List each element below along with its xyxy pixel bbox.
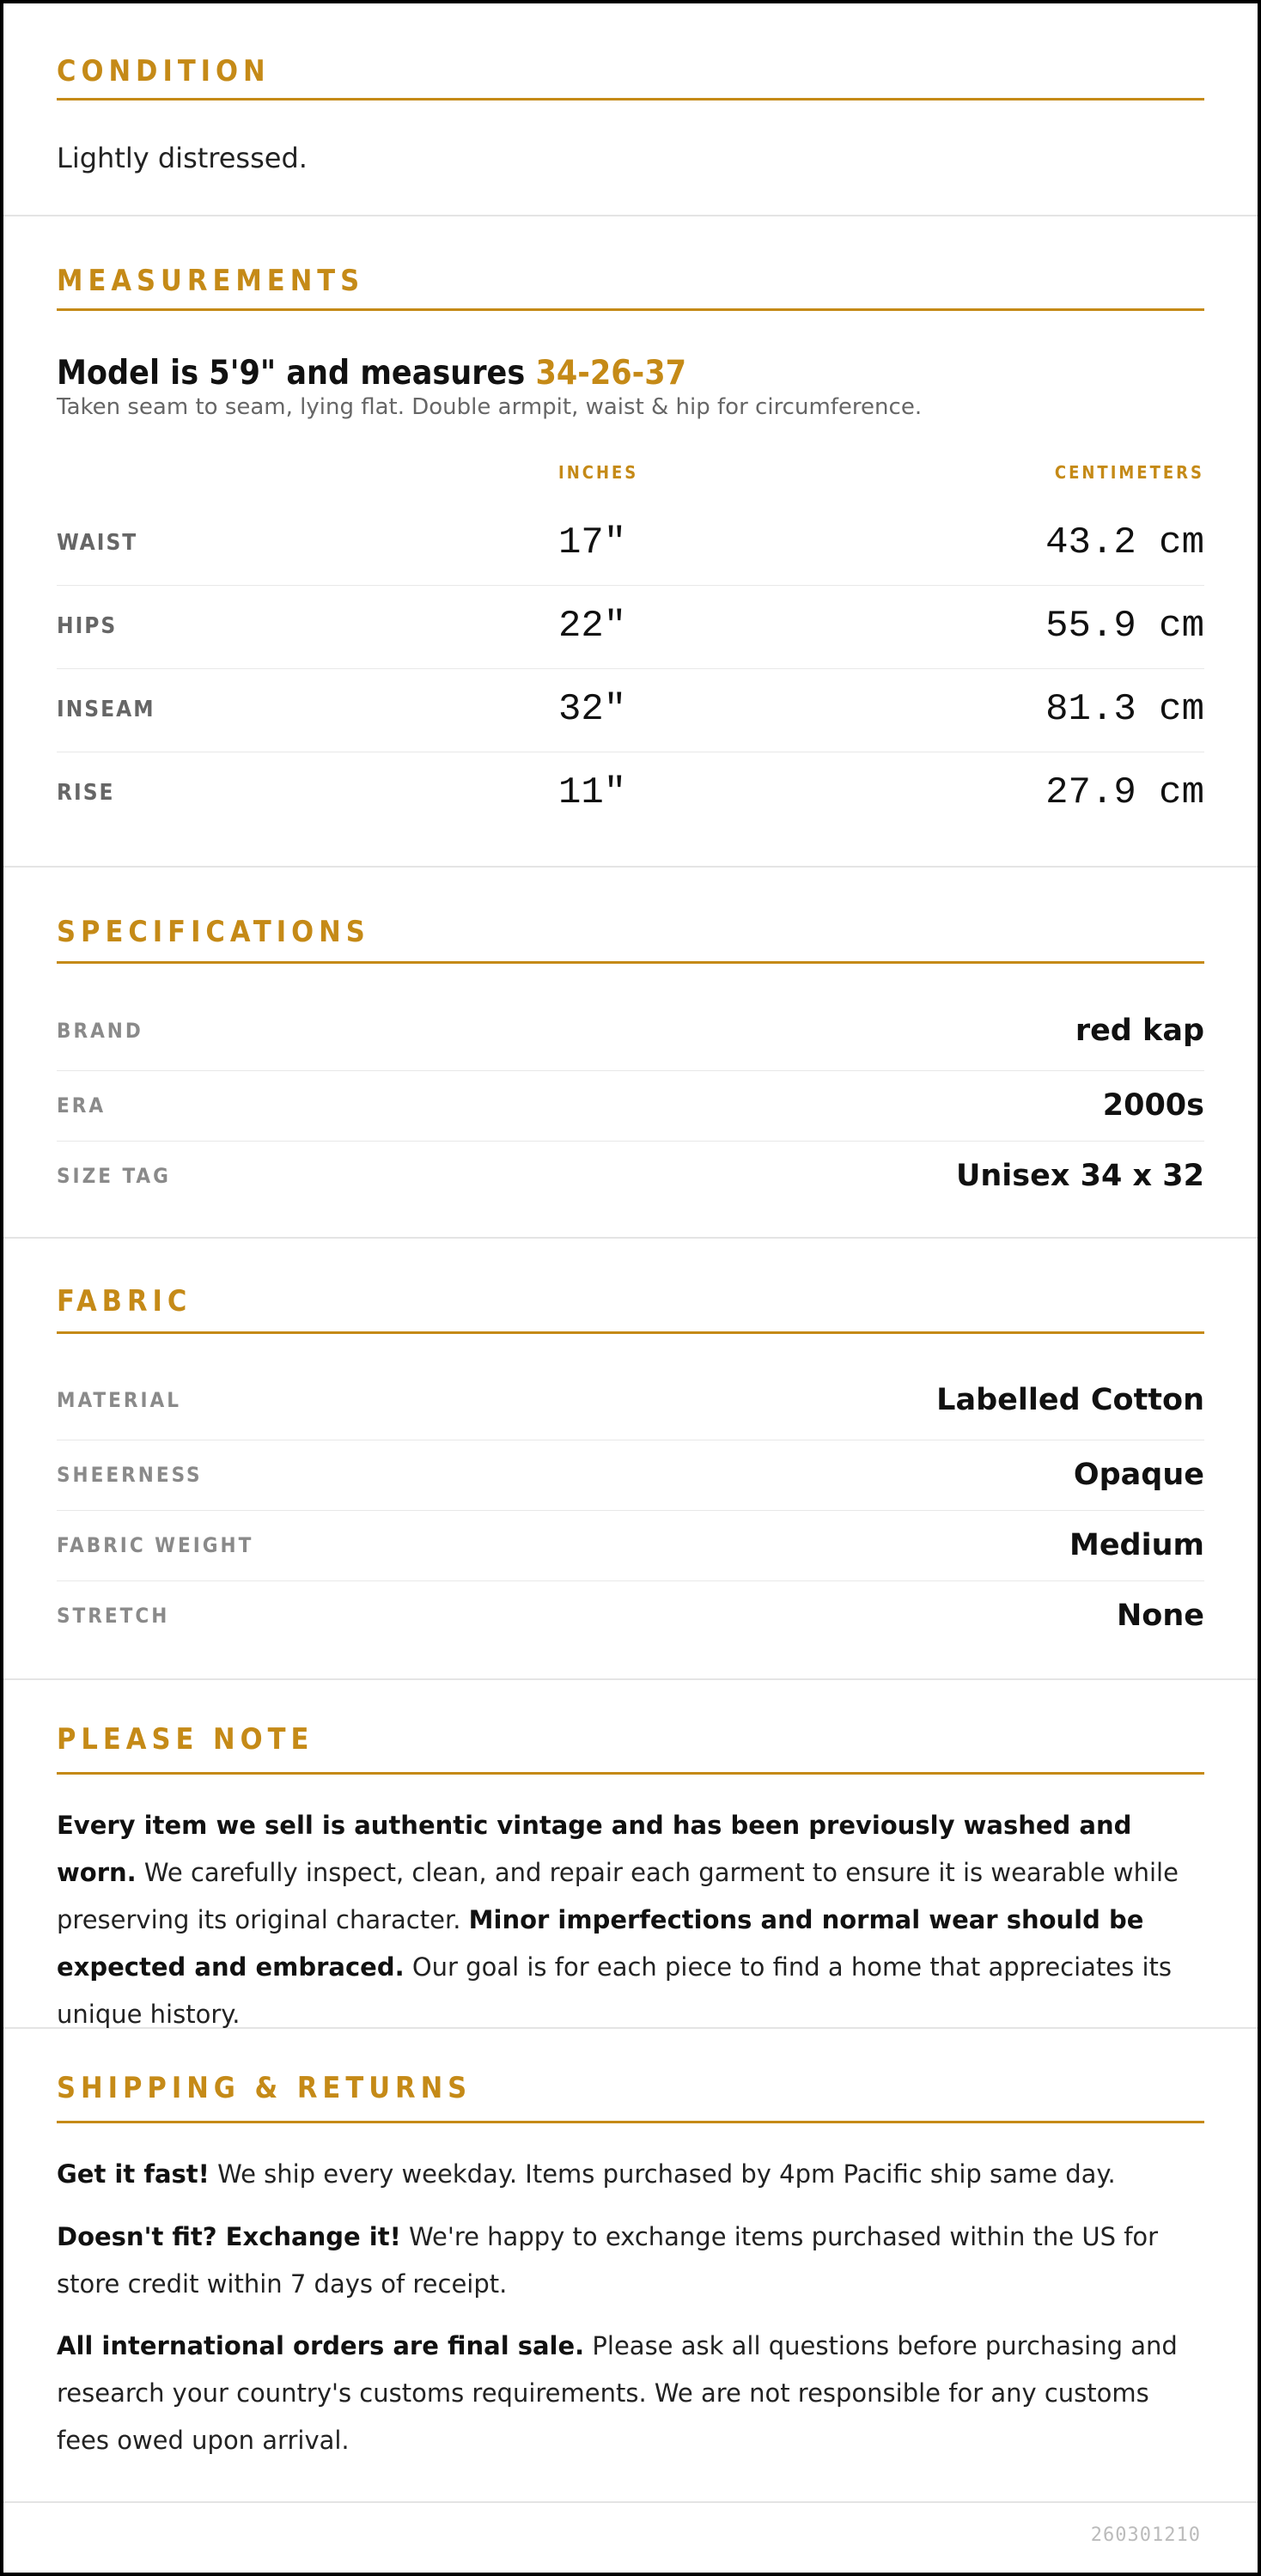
note-text: We carefully inspect, clean, and repair each garment to ensure it is wearable while preserving its original character. [57, 1858, 1179, 1934]
shipping-text: We ship every weekday. Items purchased by 4pm Pacific ship same day. [209, 2159, 1116, 2189]
spec-label: ERA [57, 1093, 107, 1117]
shipping-emphasis: Get it fast! [57, 2159, 210, 2189]
specifications-section [3, 868, 1258, 1239]
note-text: Our goal is for each piece to find a home that appreciates its unique history. [57, 1952, 1173, 2029]
shipping-international-paragraph [57, 2323, 1204, 2464]
shipping-emphasis: All international orders are final sale. [57, 2331, 585, 2360]
fabric-value: Opaque [1073, 1458, 1204, 1492]
fabric-value: Medium [1069, 1528, 1204, 1562]
section-divider [57, 98, 1204, 100]
section-title: MEASUREMENTS [57, 264, 365, 298]
section-divider [57, 961, 1204, 964]
fabric-value: Labelled Cotton [936, 1383, 1204, 1417]
fabric-row-stretch [57, 1580, 1204, 1651]
measurement-inches: 32" [558, 688, 627, 731]
measurement-instructions: Taken seam to seam, lying flat. Double armpit, waist & hip for circumference. [57, 394, 923, 420]
fabric-value: None [1117, 1599, 1204, 1633]
measurements-section [3, 216, 1258, 868]
note-emphasis: Minor imperfections and normal wear should be expected and embraced. [57, 1905, 1144, 1982]
measurement-row-hips [57, 585, 1204, 669]
section-title: PLEASE NOTE [57, 1722, 314, 1757]
model-prefix: Model is 5'9" and measures [57, 354, 536, 393]
measurement-row-inseam [57, 668, 1204, 752]
centimeters-column-header: CENTIMETERS [1054, 462, 1204, 483]
measurement-cm: 27.9 cm [1045, 771, 1204, 814]
spec-value: red kap [1075, 1014, 1204, 1048]
fabric-row-weight [57, 1510, 1204, 1581]
measurement-row-rise [57, 752, 1204, 835]
measurement-label: RISE [57, 780, 115, 806]
measurement-inches: 17" [558, 521, 627, 564]
spec-value: Unisex 34 x 32 [955, 1159, 1204, 1193]
fabric-section [3, 1239, 1258, 1680]
section-title: FABRIC [57, 1284, 192, 1318]
spec-row-era [57, 1070, 1204, 1142]
shipping-section [3, 2029, 1258, 2503]
section-title: CONDITION [57, 54, 271, 88]
shipping-emphasis: Doesn't fit? Exchange it! [57, 2222, 401, 2251]
measurement-label: WAIST [57, 530, 138, 556]
item-id: 260301210 [1090, 2524, 1201, 2546]
measurement-cm: 81.3 cm [1045, 688, 1204, 731]
fabric-row-sheerness [57, 1440, 1204, 1511]
fabric-label: STRETCH [57, 1604, 170, 1628]
measurement-row-waist [57, 502, 1204, 586]
section-title: SHIPPING & RETURNS [57, 2071, 472, 2105]
spec-value: 2000s [1102, 1088, 1204, 1123]
measurement-label: INSEAM [57, 697, 155, 722]
measurement-inches: 11" [558, 771, 627, 814]
spec-row-size-tag [57, 1141, 1204, 1211]
please-note-section [3, 1680, 1258, 2029]
fabric-row-material [57, 1361, 1204, 1440]
section-title: SPECIFICATIONS [57, 915, 370, 949]
fabric-label: FABRIC WEIGHT [57, 1533, 254, 1557]
note-emphasis: Every item we sell is authentic vintage and has been previously washed and worn. [57, 1811, 1132, 1887]
shipping-text: Please ask all questions before purchasing and research your country's customs requirements. We are not responsible for any customs fees owed upon arrival. [57, 2331, 1178, 2455]
shipping-fast-paragraph [57, 2151, 1204, 2198]
please-note-text [57, 1802, 1204, 2038]
spec-label: BRAND [57, 1019, 143, 1043]
model-measurements-heading [57, 354, 687, 393]
measurement-label: HIPS [57, 613, 118, 639]
section-divider [57, 1772, 1204, 1775]
measurement-cm: 43.2 cm [1045, 521, 1204, 564]
fabric-label: SHEERNESS [57, 1463, 203, 1487]
condition-section [3, 3, 1258, 216]
spec-row-brand [57, 991, 1204, 1071]
section-divider [57, 308, 1204, 311]
model-measures-value: 34-26-37 [535, 354, 687, 393]
section-divider [57, 2121, 1204, 2123]
measurement-inches: 22" [558, 605, 627, 648]
condition-text: Lightly distressed. [57, 142, 308, 174]
section-divider [57, 1331, 1204, 1334]
fabric-label: MATERIAL [57, 1388, 181, 1412]
shipping-exchange-paragraph [57, 2214, 1204, 2308]
shipping-text: We're happy to exchange items purchased within the US for store credit within 7 days of receipt. [57, 2222, 1159, 2299]
measurement-cm: 55.9 cm [1045, 605, 1204, 648]
spec-label: SIZE TAG [57, 1164, 171, 1188]
inches-column-header: INCHES [558, 462, 639, 483]
